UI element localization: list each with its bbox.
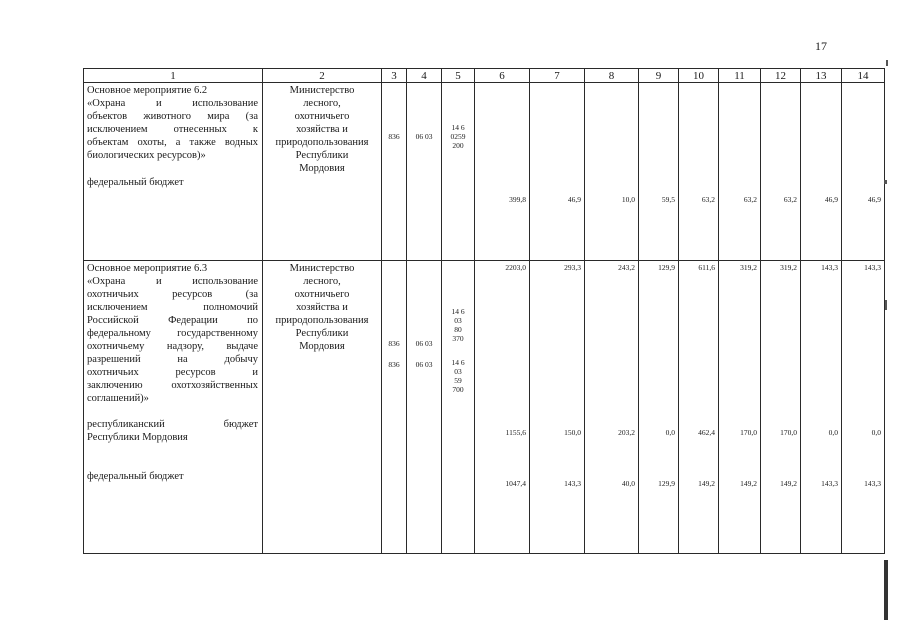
values-cell	[585, 261, 639, 554]
total-value: 319,2	[780, 263, 797, 272]
header-cell: 11	[719, 69, 761, 83]
total-value: 611,6	[698, 263, 715, 272]
header-cell: 6	[475, 69, 530, 83]
republic-budget-value: 1155,6	[505, 428, 526, 437]
description-line: федеральному государственному	[87, 328, 258, 339]
federal-budget-value: 63,2	[743, 195, 757, 204]
table-row	[84, 83, 885, 261]
measure-title: Основное мероприятие 6.2	[87, 85, 208, 96]
col-4-cell	[407, 83, 442, 261]
page-number: 17	[815, 39, 827, 53]
col-5-cell	[442, 83, 475, 261]
federal-budget-value: 46,9	[567, 195, 581, 204]
header-cell: 9	[639, 69, 679, 83]
header-cell: 14	[842, 69, 885, 83]
org-line: Мордовия	[299, 341, 345, 352]
values-cell	[719, 83, 761, 261]
federal-budget-value: 63,2	[701, 195, 715, 204]
code-line: 14 6	[451, 123, 465, 132]
description-line: охотничьих ресурсов и	[87, 367, 258, 378]
description-line: исключением отнесенных к	[87, 124, 258, 135]
values-cell	[530, 261, 585, 554]
total-value: 143,3	[864, 263, 881, 272]
code-value: 06 03	[415, 339, 433, 348]
description-line: охотничьему надзору, выдаче	[87, 341, 258, 352]
values-cell	[679, 261, 719, 554]
federal-budget-value: 63,2	[783, 195, 797, 204]
values-cell	[719, 261, 761, 554]
col-3-cell	[382, 261, 407, 554]
values-cell	[679, 83, 719, 261]
budget-label: Республики Мордовия	[87, 432, 188, 443]
total-value: 319,2	[740, 263, 757, 272]
description-line: исключением полномочий	[87, 302, 258, 313]
code-line: 370	[452, 334, 464, 343]
values-cell	[475, 83, 530, 261]
federal-budget-value: 40,0	[621, 479, 635, 488]
description-line: охотничьих ресурсов (за	[87, 289, 258, 300]
republic-budget-value: 150,0	[564, 428, 581, 437]
federal-budget-value: 129,9	[658, 479, 675, 488]
total-value: 293,3	[564, 263, 581, 272]
budget-label: федеральный бюджет	[87, 177, 184, 188]
code-value: 836	[388, 339, 400, 348]
org-line: природопользования	[275, 315, 369, 326]
values-cell	[761, 261, 801, 554]
federal-budget-value: 143,3	[821, 479, 838, 488]
code-value	[442, 307, 474, 343]
code-value: 836	[388, 132, 400, 141]
federal-budget-value: 143,3	[864, 479, 881, 488]
org-line: хозяйства и	[296, 124, 348, 135]
col-5-cell	[442, 261, 475, 554]
org-line: охотничьего	[294, 111, 350, 122]
header-cell: 2	[263, 69, 382, 83]
code-value: 06 03	[415, 360, 433, 369]
description-line: объектов животного мира (за	[87, 111, 258, 122]
total-value: 143,3	[821, 263, 838, 272]
header-cell: 7	[530, 69, 585, 83]
header-cell: 12	[761, 69, 801, 83]
org-line: Мордовия	[299, 163, 345, 174]
federal-budget-value: 149,2	[698, 479, 715, 488]
values-cell	[639, 261, 679, 554]
header-cell: 8	[585, 69, 639, 83]
org-line: Республики	[295, 328, 349, 339]
republic-budget-value: 0,0	[828, 428, 838, 437]
budget-label: федеральный бюджет	[87, 471, 184, 482]
code-line: 80	[454, 325, 462, 334]
org-line: природопользования	[275, 137, 369, 148]
republic-budget-value: 0,0	[871, 428, 881, 437]
header-cell: 1	[84, 69, 263, 83]
col-3-cell	[382, 83, 407, 261]
org-line: лесного,	[303, 276, 341, 287]
republic-budget-value: 170,0	[740, 428, 757, 437]
values-cell	[475, 261, 530, 554]
values-cell	[585, 83, 639, 261]
description-line: Российской Федерации по	[87, 315, 258, 326]
federal-budget-value: 1047,4	[505, 479, 526, 488]
budget-label: республиканский бюджет	[87, 419, 258, 430]
values-cell	[801, 83, 842, 261]
measure-title: Основное мероприятие 6.3	[87, 263, 208, 274]
code-value	[442, 123, 474, 150]
federal-budget-value: 149,2	[740, 479, 757, 488]
description-line: «Охрана и использование	[87, 98, 258, 109]
scan-edge-mark	[885, 300, 887, 310]
values-cell	[801, 261, 842, 554]
description-line: соглашений)»	[87, 393, 149, 404]
federal-budget-value: 399,8	[509, 195, 526, 204]
description-line: биологических ресурсов)»	[87, 150, 206, 161]
org-line: Министерство	[289, 263, 355, 274]
org-line: хозяйства и	[296, 302, 348, 313]
code-line: 0259	[450, 132, 466, 141]
scan-edge-mark	[884, 180, 887, 184]
values-cell	[639, 83, 679, 261]
scan-edge-mark	[884, 560, 888, 620]
code-line: 03	[454, 367, 462, 376]
republic-budget-value: 0,0	[665, 428, 675, 437]
description-line: заключению охотхозяйственных	[87, 380, 258, 391]
col-4-cell	[407, 261, 442, 554]
description-line: «Охрана и использование	[87, 276, 258, 287]
total-value: 129,9	[658, 263, 675, 272]
values-cell	[761, 83, 801, 261]
code-line: 200	[452, 141, 464, 150]
federal-budget-value: 46,9	[867, 195, 881, 204]
federal-budget-value: 10,0	[621, 195, 635, 204]
scan-edge-mark	[886, 60, 888, 66]
header-row	[84, 69, 885, 83]
header-cell: 3	[382, 69, 407, 83]
header-cell: 5	[442, 69, 475, 83]
budget-table	[83, 68, 885, 554]
org-line: охотничьего	[294, 289, 350, 300]
description-line: разрешений на добычу	[87, 354, 258, 365]
code-line: 14 6	[451, 307, 465, 316]
org-line: лесного,	[303, 98, 341, 109]
responsible-org	[263, 261, 382, 554]
values-cell	[842, 83, 885, 261]
values-cell	[530, 83, 585, 261]
org-line: Республики	[295, 150, 349, 161]
code-line: 700	[452, 385, 464, 394]
header-cell: 4	[407, 69, 442, 83]
code-line: 14 6	[451, 358, 465, 367]
federal-budget-value: 149,2	[780, 479, 797, 488]
measure-6-2-description	[84, 83, 263, 261]
measure-6-3-description	[84, 261, 263, 554]
table-row	[84, 261, 885, 554]
code-value: 06 03	[415, 132, 433, 141]
code-value: 836	[388, 360, 400, 369]
code-line: 59	[454, 376, 462, 385]
code-value	[442, 358, 474, 394]
org-line: Министерство	[289, 85, 355, 96]
description-line: объектам охоты, а также водных	[87, 137, 258, 148]
federal-budget-value: 46,9	[824, 195, 838, 204]
republic-budget-value: 462,4	[698, 428, 715, 437]
header-cell: 10	[679, 69, 719, 83]
republic-budget-value: 203,2	[618, 428, 635, 437]
code-line: 03	[454, 316, 462, 325]
responsible-org	[263, 83, 382, 261]
values-cell	[842, 261, 885, 554]
federal-budget-value: 143,3	[564, 479, 581, 488]
republic-budget-value: 170,0	[780, 428, 797, 437]
federal-budget-value: 59,5	[661, 195, 675, 204]
header-cell: 13	[801, 69, 842, 83]
total-value: 2203,0	[505, 263, 526, 272]
total-value: 243,2	[618, 263, 635, 272]
